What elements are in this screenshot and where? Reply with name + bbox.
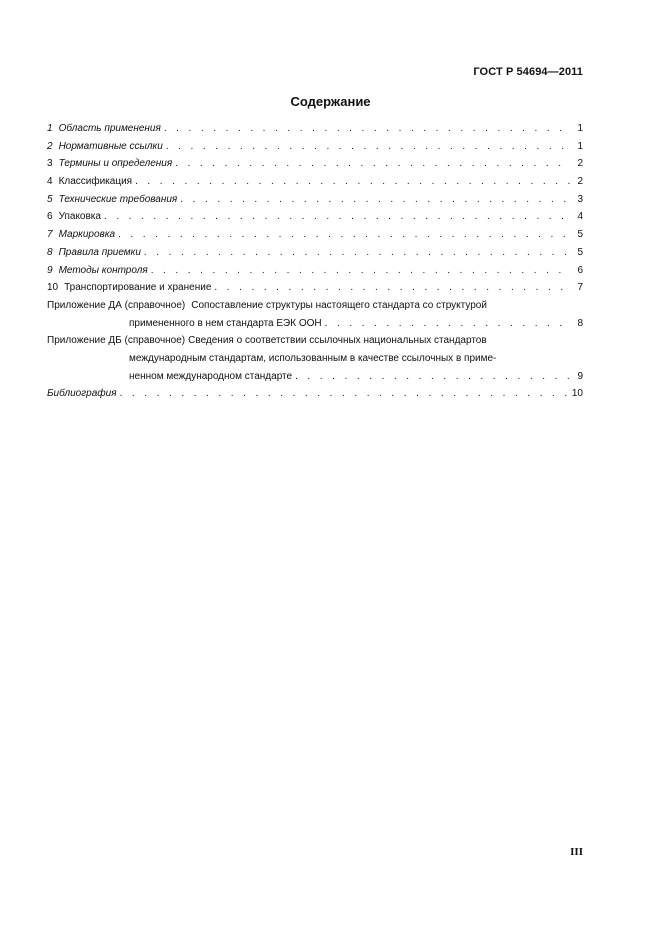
appendix-a-title-line2: примененного в нем стандарта ЕЭК ООН [129, 317, 322, 329]
toc-entry-bibliography[interactable] [47, 385, 583, 403]
toc-leader-dots [118, 226, 570, 244]
toc-entry-number: 3 [47, 158, 53, 170]
toc-entry-label: Транспортирование и хранение [64, 282, 212, 294]
toc-entry-page: 5 [577, 229, 583, 241]
toc-leader-dots [164, 120, 570, 138]
toc-leader-dots [135, 173, 570, 191]
table-of-contents [47, 120, 583, 403]
toc-entry-page: 6 [577, 264, 583, 276]
toc-entry-number: 5 [47, 193, 53, 205]
toc-entry-5[interactable] [47, 191, 583, 209]
toc-entry-page: 1 [577, 123, 583, 134]
toc-entry-6[interactable] [47, 208, 583, 226]
appendix-a-prefix: Приложение ДА (справочное) [47, 299, 186, 311]
toc-entry-page: 7 [577, 282, 583, 294]
toc-entry-number: 1 [47, 123, 53, 134]
toc-entry-4[interactable] [47, 173, 583, 191]
appendix-b-prefix: Приложение ДБ (справочное) [47, 335, 186, 347]
toc-entry-1[interactable] [47, 120, 583, 138]
toc-entry-label: Маркировка [58, 229, 116, 241]
toc-entry-8[interactable] [47, 244, 583, 262]
toc-entry-page: 4 [577, 211, 583, 223]
toc-leader-dots [144, 244, 570, 262]
toc-entry-9[interactable] [47, 262, 583, 280]
toc-entry-number: 8 [47, 246, 53, 258]
toc-entry-label: Методы контроля [58, 264, 148, 276]
toc-entry-number: 4 [47, 176, 53, 188]
toc-entry-page: 10 [571, 388, 583, 400]
toc-entry-label: Технические требования [58, 193, 178, 205]
toc-leader-dots [120, 385, 569, 403]
toc-entry-label: Область применения [58, 123, 161, 134]
toc-entry-2[interactable] [47, 138, 583, 156]
toc-entry-label: Нормативные ссылки [58, 140, 163, 152]
appendix-a-title-line1: Сопоставление структуры настоящего стандарта со структурой [191, 299, 487, 311]
appendix-b-title-line2: международным стандартам, использованным в качестве ссылочных в приме- [129, 352, 497, 364]
toc-entry-page: 1 [577, 140, 583, 152]
page-title: Содержание [290, 94, 371, 109]
toc-entry-10[interactable] [47, 279, 583, 297]
toc-leader-dots [295, 368, 570, 386]
toc-entry-label: Библиография [47, 388, 117, 400]
toc-leader-dots [180, 191, 570, 209]
toc-entry-page: 9 [577, 370, 583, 382]
toc-entry-label: Правила приемки [58, 246, 141, 258]
toc-entry-page: 3 [577, 193, 583, 205]
toc-leader-dots [151, 262, 570, 280]
toc-entry-number: 10 [47, 282, 59, 294]
toc-entry-page: 2 [577, 176, 583, 188]
toc-entry-page: 2 [577, 158, 583, 170]
toc-leader-dots [104, 208, 570, 226]
toc-appendix-b[interactable] [47, 332, 583, 385]
document-code: ГОСТ Р 54694—2011 [473, 66, 583, 78]
toc-leader-dots [325, 315, 570, 333]
toc-entry-page: 8 [577, 317, 583, 329]
toc-leader-dots [214, 279, 570, 297]
toc-leader-dots [175, 155, 570, 173]
toc-leader-dots [166, 138, 570, 156]
toc-appendix-a[interactable] [47, 297, 583, 332]
toc-entry-3[interactable] [47, 155, 583, 173]
page-number: III [570, 846, 583, 858]
toc-entry-label: Классификация [58, 176, 133, 188]
toc-entry-number: 7 [47, 229, 53, 241]
appendix-b-title-line3: ненном международном стандарте [129, 370, 293, 382]
appendix-b-title-line1: Сведения о соответствии ссылочных национальных стандартов [188, 335, 487, 347]
toc-entry-page: 5 [577, 246, 583, 258]
toc-entry-number: 6 [47, 211, 53, 223]
toc-entry-label: Термины и определения [58, 158, 173, 170]
toc-entry-number: 9 [47, 264, 53, 276]
toc-entry-label: Упаковка [58, 211, 101, 223]
toc-entry-7[interactable] [47, 226, 583, 244]
toc-entry-number: 2 [47, 140, 53, 152]
